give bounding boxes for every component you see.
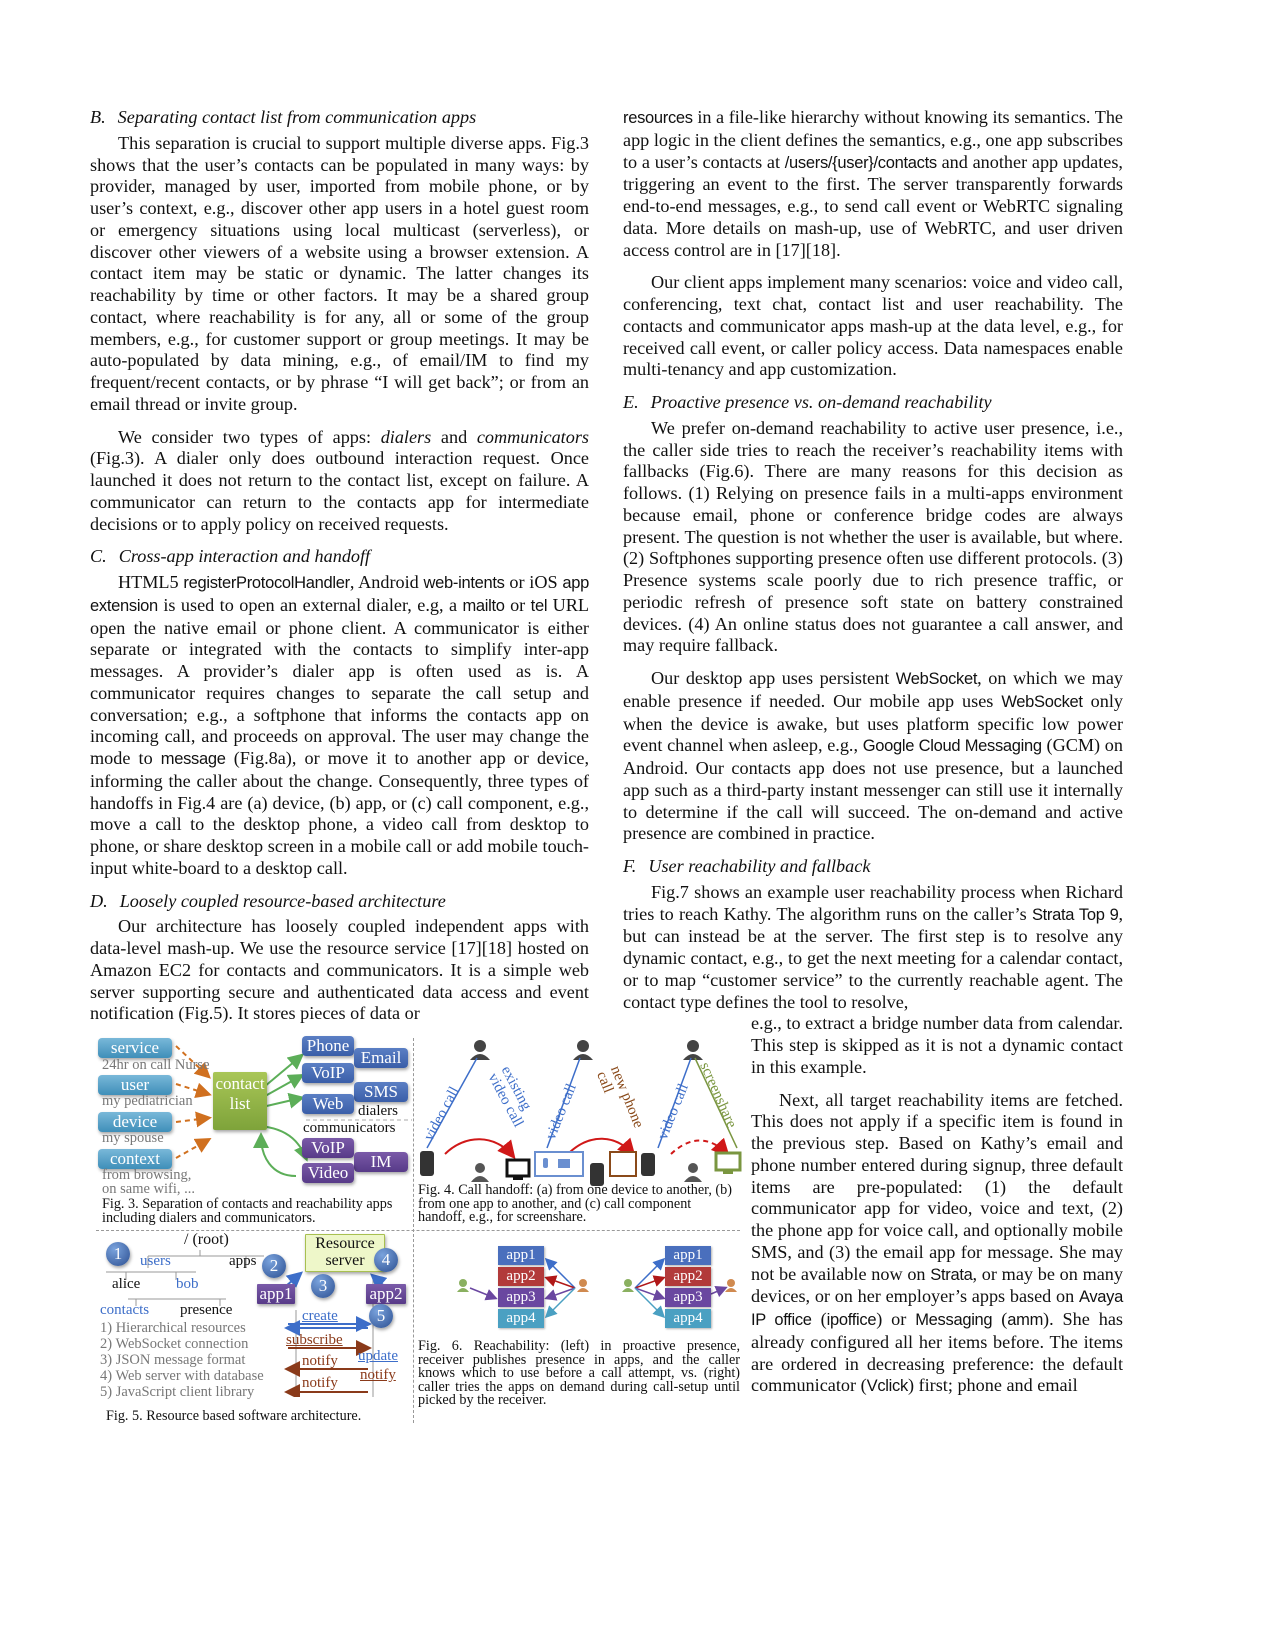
fig5-app1: app1 bbox=[257, 1284, 295, 1304]
fig6-app-3: app3 bbox=[498, 1288, 544, 1307]
fig5-msg-notify-3: notify bbox=[360, 1367, 396, 1383]
section-f-paragraph-2: Next, all target reachability items are fetched. This does not apply if a specific item is found in the previous step. Based on Kathy’s email and phone number entered during signup, three default items are pre-populated: (1) the default communicator app for video, voice and text, (2) the phone app for voice call, and optionally mobile SMS, and (3) the email app for message. She may not be available now on Strata, or may be on many devices, or on her employer’s apps based on Avaya IP office (ipoffice) or Messaging (amm). She has already configured all her items before. The items are ordered in decreasing preference: the default communicator (Vclick) first; phone and email bbox=[751, 1089, 1123, 1396]
fig5-bob: bob bbox=[176, 1276, 199, 1292]
fig6-app-2: app2 bbox=[665, 1267, 711, 1286]
fig5-caption: Fig. 5. Resource based software architecture. bbox=[106, 1408, 362, 1424]
section-e-paragraph-1: We prefer on-demand reachability to active user presence, i.e., the caller side tries to reach the receiver’s reachability items with fallbacks (Fig.6). There are many reasons for this decision as follows. (1) Relying on presence fails in a multi-apps environment because email, phone or conference bridge codes are always present. The question is not whether the user is available, but where. (2) Softphones supporting presence often use different protocols. (3) Presence systems scale poorly due to rich presence traffic, or periodic refresh of presence soft state on battery constrained devices. (4) An online status does not guarantee a call answer, and may require fallback. bbox=[623, 417, 1123, 656]
fig3-dialer-voip: VoIP bbox=[302, 1063, 354, 1083]
fig3-caption: Fig. 3. Separation of contacts and reachability apps including dialers and communicators. bbox=[102, 1196, 393, 1226]
fig6-caption: Fig. 6. Reachability: (left) in proactive presence, receiver publishes presence in apps, and the caller knows which to use before a call attempt, vs. (right) caller tries the apps on demand during call-setup until picked by the receiver. bbox=[418, 1338, 740, 1408]
fig3-comm-voip: VoIP bbox=[302, 1138, 354, 1158]
figure-6 bbox=[415, 1232, 745, 1427]
fig6-app-3: app3 bbox=[665, 1288, 711, 1307]
section-f-heading: F. User reachability and fallback bbox=[623, 856, 871, 876]
figure-3: service 24hr on call Nurse user my pediatrician device my spouse context from browsing, on same wifi, ... contact list Phone Email VoIP SMS Web dialers communicators VoIP IM Video Fig. 3. Separation of contacts and reachability apps including dialers and communicators. bbox=[96, 1036, 412, 1231]
fig3-arrow-context bbox=[176, 1140, 208, 1158]
fig5-apps: apps bbox=[229, 1253, 257, 1269]
section-f-paragraph-1: Fig.7 shows an example user reachability process when Richard tries to reach Kathy. The algorithm runs on the caller’s Strata Top 9, but can instead be at the server. The first step is to resolve any dynamic contact, e.g., to get the next meeting for a calendar contact, or to map “customer service” to the currently reachable agent. The contact type defines the tool to resolve, bbox=[623, 881, 1124, 1012]
section-f-paragraph-1-cont: e.g., to extract a bridge number data from calendar. This step is skipped as it is not a dynamic contact in this example. bbox=[751, 1013, 1123, 1077]
fig5-step-4: 4 bbox=[374, 1248, 398, 1272]
section-b-paragraph-2: We consider two types of apps: dialers and communicators (Fig.3). A dialer only does outbound interaction request. Once launched it does not return to the contact list, except on failure. A communicator can return to the contacts app for intermediate decisions or to apply policy on received requests. bbox=[90, 426, 589, 534]
fig4-caption: Fig. 4. Call handoff: (a) from one device to another, (b) from one app to another, and (c) call component handoff, e.g., for screenshare. bbox=[418, 1182, 732, 1225]
fig4-label-video-call-1: video call bbox=[421, 1084, 463, 1144]
fig5-msg-notify-2: notify bbox=[302, 1375, 338, 1391]
fig5-step-5: 5 bbox=[369, 1304, 393, 1328]
fig3-dialer-email: Email bbox=[354, 1048, 408, 1068]
fig5-msg-update: update bbox=[358, 1348, 398, 1364]
fig6-app-1: app1 bbox=[498, 1246, 544, 1265]
figure-5: / (root) users apps alice bob contacts presence 1) Hierarchical resources 2) WebSocket connection 3) JSON message format 4) Web server with database 5) JavaScript client library Resource server app1 app2 1 2 3 4 5 create subscribe notify notify update notify Fig. 5. Resource based software architecture. bbox=[96, 1232, 412, 1427]
fig5-resource-server: Resource server bbox=[305, 1234, 385, 1272]
fig5-msg-notify-1: notify bbox=[302, 1353, 338, 1369]
fig4-diagram bbox=[415, 1036, 745, 1186]
section-d-heading: D. Loosely coupled resource-based architecture bbox=[90, 890, 446, 911]
fig6-app-4: app4 bbox=[665, 1309, 711, 1328]
fig3-dialers-label: dialers bbox=[358, 1103, 398, 1119]
fig5-users: users bbox=[140, 1253, 171, 1269]
fig3-arrow-device bbox=[176, 1118, 208, 1122]
fig4-label-existing-video-call: existing video call bbox=[484, 1063, 535, 1130]
fig3-dialer-sms: SMS bbox=[354, 1082, 408, 1102]
fig4-screen-icon bbox=[716, 1153, 740, 1170]
section-b-paragraph-1: This separation is crucial to support multiple diverse apps. Fig.3 shows that the user’s contacts can be populated in many ways: by provider, managed by user, imported from mobile phone, or by user’s context, e.g., discover other app users in a hotel guest room or emergency situations using local multicast (serverless), or discover other viewers of a website using a browser extension. A contact item may be static or dynamic. The latter changes its reachability by time or other factors. It may be a shared group contact, where reachability is for any, all or some of the group members, e.g., for customer support or group meetings. It may be auto-populated by data mining, e.g., of email/IM to find my frequent/recent contacts, or by phrase “I will get back”; or from an email thread or invite group. bbox=[90, 132, 589, 414]
fig5-contacts: contacts bbox=[100, 1302, 150, 1318]
fig3-dialer-web: Web bbox=[302, 1094, 354, 1114]
fig5-msg-create: create bbox=[302, 1308, 338, 1324]
fig4-phone-call-icon bbox=[610, 1152, 636, 1176]
figure-4 bbox=[415, 1036, 745, 1231]
fig5-step-1: 1 bbox=[106, 1242, 130, 1266]
fig6-app-2: app2 bbox=[498, 1267, 544, 1286]
fig5-msg-subscribe: subscribe bbox=[286, 1332, 343, 1348]
section-e-heading: E. Proactive presence vs. on-demand reachability bbox=[623, 392, 992, 412]
fig4-monitor-icon bbox=[507, 1160, 529, 1176]
fig4-phone-icon-1 bbox=[420, 1151, 434, 1176]
fig3-dialer-phone: Phone bbox=[302, 1036, 354, 1056]
fig3-comm-video: Video bbox=[302, 1163, 354, 1183]
section-c-heading: C. Cross-app interaction and handoff bbox=[90, 546, 371, 567]
section-e-paragraph-2: Our desktop app uses persistent WebSocket, on which we may enable presence if needed. Our mobile app uses WebSocket only when the device is awake, but uses platform specific low power event channel when asleep, e.g., Google Cloud Messaging (GCM) on Android. Our contacts app does not use presence, but a launched app such as a third-party instant messenger can still use it internally to determine if the call will succeed. The on-demand and active presence are combined in practice. bbox=[623, 668, 1124, 844]
fig4-label-video-call-2: video call bbox=[543, 1081, 580, 1142]
section-b-heading: B. Separating contact list from communication apps bbox=[90, 107, 477, 127]
fig6-app-1: app1 bbox=[665, 1246, 711, 1265]
fig5-presence: presence bbox=[180, 1302, 233, 1318]
fig5-app2: app2 bbox=[366, 1284, 406, 1304]
fig3-source-device: device bbox=[98, 1112, 172, 1132]
left-column bbox=[90, 107, 589, 1036]
fig4-label-new-phone-call: new phone call bbox=[593, 1063, 647, 1131]
fig3-source-context: context bbox=[98, 1149, 172, 1169]
fig6-right-apps bbox=[665, 1246, 711, 1330]
fig5-alice: alice bbox=[112, 1276, 141, 1292]
fig4-phone-icon-3 bbox=[641, 1153, 655, 1176]
section-c-paragraph-1: HTML5 registerProtocolHandler, Android web-intents or iOS app extension is used to open an external dialer, e.g, a mailto or tel URL open the native email or phone client. A communicator is either separate or integrated with the contacts to simplify inter-app messages. A provider’s dialer app is often used as is. A communicator requires changes to separate the call setup and conversation; e.g., a softphone that informs the contacts app on incoming call, and proceeds on approval. The user may change the mode to message (Fig.8a), or move it to another app or device, informing the caller about the change. Consequently, three types of handoffs in Fig.4 are (a) device, (b) app, or (c) call component, e.g., move a call to the desktop phone, a video call from desktop to phone, or share desktop screen in a mobile call or add mobile touch-input white-board to a desktop call. bbox=[90, 572, 589, 878]
fig5-step-2: 2 bbox=[262, 1254, 286, 1278]
fig5-root: / (root) bbox=[184, 1231, 229, 1248]
fig3-communicators-label: communicators bbox=[303, 1120, 396, 1136]
section-d-paragraph-1: Our architecture has loosely coupled independent apps with data-level mash-up. We use the resource service [17][18] hosted on Amazon EC2 for contacts and communicators. It is a simple web server supporting secure and authenticated data access and event notification (Fig.5). It stores pieces of data or bbox=[90, 916, 589, 1024]
right-paragraph-1: Our client apps implement many scenarios: voice and video call, conferencing, text chat, contact list and user reachability. The contacts and communicator apps mash-up at the data level, e.g., for received call event, or caller policy access. Data namespaces enable multi-tenancy and app customization. bbox=[623, 272, 1123, 380]
right-paragraph-0: resources in a file-like hierarchy without knowing its semantics. The app logic in the client defines the semantics, e.g., one app subscribes to a user’s contacts at /users/{user}/contacts and another app updates, triggering an event to the first. The server transparently forwards end-to-end messages, e.g., to send call event or WebRTC signaling data. More details on mash-up, use of WebRTC, and user driven access control are in [17][18]. bbox=[623, 107, 1123, 260]
fig6-left-apps bbox=[498, 1246, 544, 1330]
fig3-contact-list: contact list bbox=[213, 1072, 267, 1130]
fig3-source-service: service bbox=[98, 1038, 172, 1058]
fig4-label-screenshare: screenshare bbox=[696, 1060, 740, 1131]
fig3-comm-im: IM bbox=[354, 1152, 408, 1172]
fig5-step-3: 3 bbox=[311, 1274, 335, 1298]
fig4-label-video-call-3: video call bbox=[655, 1081, 692, 1142]
fig3-source-user: user bbox=[98, 1075, 172, 1095]
fig6-app-4: app4 bbox=[498, 1309, 544, 1328]
